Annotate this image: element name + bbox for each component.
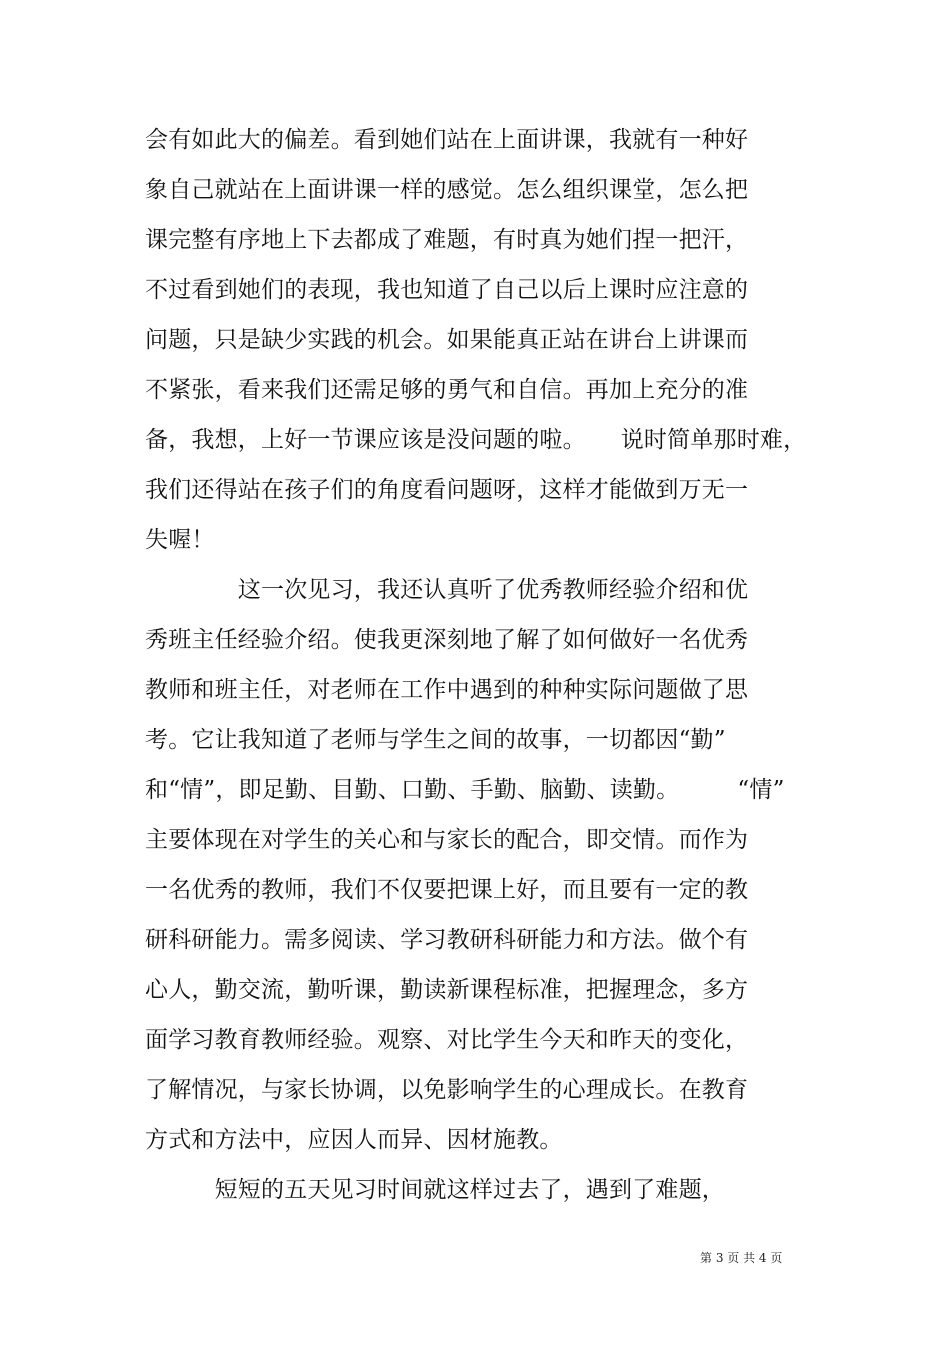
text-line: 会有如此大的偏差。看到她们站在上面讲课，我就有一种好 xyxy=(145,127,749,153)
text-line: 一名优秀的教师，我们不仅要把课上好，而且要有一定的教 xyxy=(145,877,749,903)
page-footer: 第 3 页 共 4 页 xyxy=(700,1251,783,1265)
text-line: 备，我想，上好一节课应该是没问题的啦。 说时简单那时难， xyxy=(145,427,807,453)
text-line: 失喔！ xyxy=(145,527,215,553)
text-line: 主要体现在对学生的关心和与家长的配合，即交情。而作为 xyxy=(145,827,749,853)
text-line: 短短的五天见习时间就这样过去了，遇到了难题， xyxy=(145,1177,725,1203)
text-line: 课完整有序地上下去都成了难题，有时真为她们捏一把汗， xyxy=(145,227,749,253)
text-line: 面学习教育教师经验。观察、对比学生今天和昨天的变化， xyxy=(145,1027,749,1053)
text-line: 研科研能力。需多阅读、学习教研科研能力和方法。做个有 xyxy=(145,927,749,953)
text-line: 象自己就站在上面讲课一样的感觉。怎么组织课堂，怎么把 xyxy=(145,177,749,203)
text-line: 和“情”，即足勤、目勤、口勤、手勤、脑勤、读勤。 “情” xyxy=(145,777,785,803)
text-line: 问题，只是缺少实践的机会。如果能真正站在讲台上讲课而 xyxy=(145,327,749,353)
text-line: 心人，勤交流，勤听课，勤读新课程标准，把握理念，多方 xyxy=(145,977,749,1003)
text-line: 方式和方法中，应因人而异、因材施教。 xyxy=(145,1127,563,1153)
text-line: 教师和班主任，对老师在工作中遇到的种种实际问题做了思 xyxy=(145,677,749,703)
text-line: 不紧张，看来我们还需足够的勇气和自信。再加上充分的准 xyxy=(145,377,749,403)
text-line: 我们还得站在孩子们的角度看问题呀，这样才能做到万无一 xyxy=(145,477,749,503)
text-line: 考。它让我知道了老师与学生之间的故事，一切都因“勤” xyxy=(145,727,726,753)
text-line: 了解情况，与家长协调，以免影响学生的心理成长。在教育 xyxy=(145,1077,749,1103)
text-line: 秀班主任经验介绍。使我更深刻地了解了如何做好一名优秀 xyxy=(145,627,749,653)
text-line: 这一次见习，我还认真听了优秀教师经验介绍和优 xyxy=(145,577,749,603)
text-line: 不过看到她们的表现，我也知道了自己以后上课时应注意的 xyxy=(145,277,749,303)
